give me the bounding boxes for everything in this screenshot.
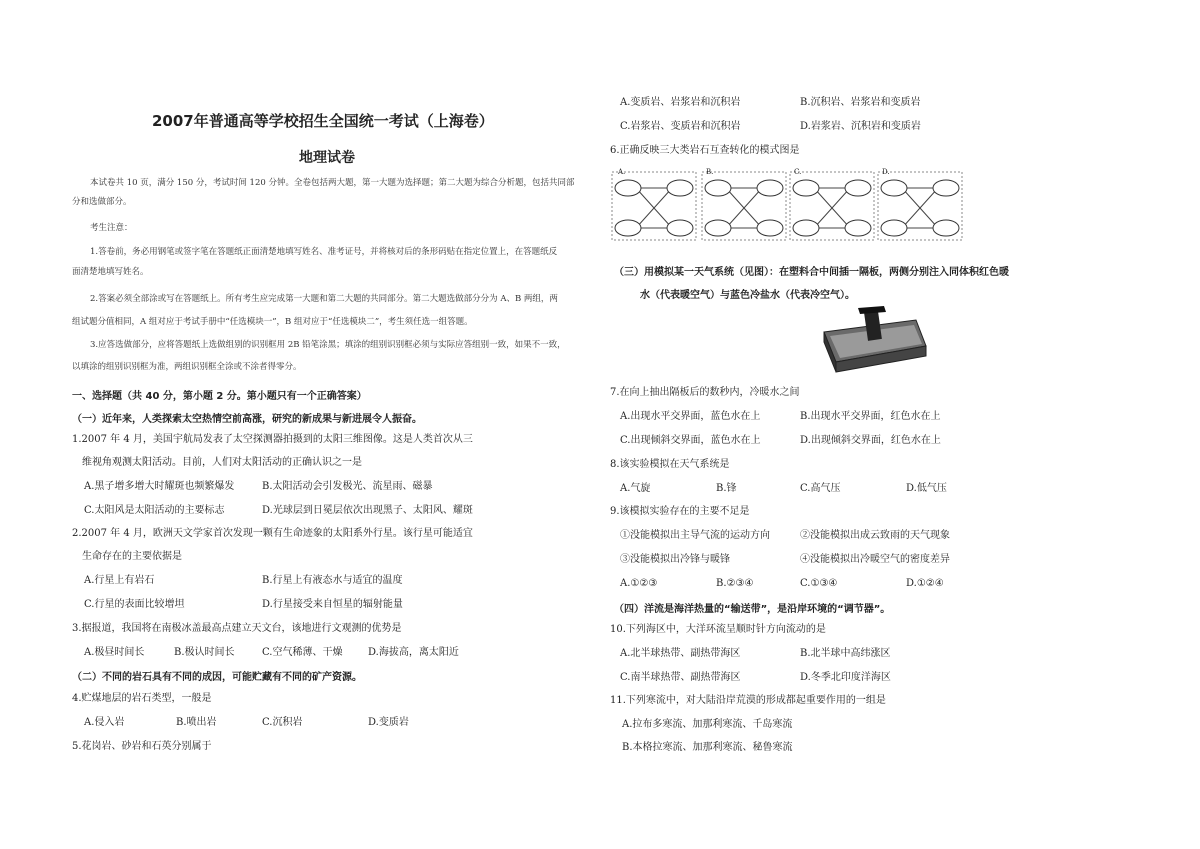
answer-option: B.行星上有液态水与适宜的温度 xyxy=(262,575,403,586)
answer-option: D.海拔高，离太阳近 xyxy=(368,647,459,658)
answer-option: D.冬季北印度洋海区 xyxy=(800,672,891,683)
answer-option: B.北半球中高纬涨区 xyxy=(800,648,891,659)
answer-option: C.高气压 xyxy=(800,483,841,494)
answer-option: C.①③④ xyxy=(800,578,838,589)
question-text: 9.该模拟实验存在的主要不足是 xyxy=(610,506,750,517)
answer-option: A.极昼时间长 xyxy=(84,647,145,658)
answer-option: A.北半球热带、副热带海区 xyxy=(620,648,741,659)
diagram-label-d: D. xyxy=(882,168,890,176)
answer-option: B.极认时间长 xyxy=(174,647,235,658)
answer-option: A.黑子增多增大时耀斑也频繁爆发 xyxy=(84,481,235,492)
answer-option: D.变质岩 xyxy=(368,717,409,728)
question-text: 维视角观测太阳活动。目前，人们对太阳活动的正确认识之一是 xyxy=(82,457,362,468)
answer-option: C.空气稀薄、干燥 xyxy=(262,647,343,658)
answer-option: B.沉积岩、岩浆岩和变质岩 xyxy=(800,97,921,108)
question-text: 生命存在的主要依据是 xyxy=(82,551,182,562)
group-heading: （三）用模拟某一天气系统（见图）：在塑料合中间插一隔板，两侧分别注入同体积红色暖 xyxy=(614,267,1009,278)
experiment-box-image xyxy=(818,306,930,378)
answer-option: A.拉布多寒流、加那利寒流、千岛寒流 xyxy=(622,719,793,730)
group-heading: （二）不同的岩石具有不同的成因，可能贮藏有不同的矿产资源。 xyxy=(72,672,362,683)
answer-option: C.出现倾斜交界面，蓝色水在上 xyxy=(620,435,761,446)
question-text: 5.花岗岩、砂岩和石英分别属于 xyxy=(72,741,212,752)
answer-option: D.①②④ xyxy=(906,578,944,589)
answer-option: C.岩浆岩、变质岩和沉积岩 xyxy=(620,121,741,132)
answer-option: C.沉积岩 xyxy=(262,717,303,728)
page-title: 2007年普通高等学校招生全国统一考试（上海卷） xyxy=(152,112,494,130)
diagram-label-c: C. xyxy=(794,168,802,176)
question-text: 10.下列海区中，大洋环流呈顺时针方向流动的是 xyxy=(610,624,826,635)
page-subtitle: 地理试卷 xyxy=(299,150,355,166)
intro-line: 本试卷共 10 页，满分 150 分，考试时间 120 分钟。全卷包括两大题，第一大题为选择题；第二大题为综合分析题，包括共同部 xyxy=(90,178,575,188)
answer-option: D.行星接受来自恒星的辐射能量 xyxy=(262,599,403,610)
question-text: 4.贮煤地层的岩石类型，一般是 xyxy=(72,693,212,704)
answer-option: A.出现水平交界面，蓝色水在上 xyxy=(620,411,761,422)
answer-option: A.行星上有岩石 xyxy=(84,575,155,586)
question-text: 2.2007 年 4 月，欧洲天文学家首次发现一颗有生命迹象的太阳系外行星。该行星可能适宜 xyxy=(72,528,473,539)
rock-cycle-svg xyxy=(610,168,964,244)
answer-option: B.出现水平交界面，红色水在上 xyxy=(800,411,941,422)
question-text: 11.下列寒流中，对大陆沿岸荒漠的形成都起重要作用的一组是 xyxy=(610,695,886,706)
answer-option: B.锋 xyxy=(716,483,737,494)
answer-option: B.太阳活动会引发极光、流星雨、磁暴 xyxy=(262,481,433,492)
notice-heading: 考生注意： xyxy=(90,223,133,233)
question-text: 7.在向上抽出隔板后的数秒内，冷暖水之间 xyxy=(610,387,800,398)
answer-option: D.光球层到日冕层依次出现黑子、太阳风、耀斑 xyxy=(262,505,473,516)
answer-option: B.②③④ xyxy=(716,578,754,589)
diagram-label-b: B. xyxy=(706,168,714,176)
group-heading: 水（代表暖空气）与蓝色冷盐水（代表冷空气）。 xyxy=(640,290,855,301)
answer-option: D.出现倾斜交界面，红色水在上 xyxy=(800,435,941,446)
notice-item: 面清楚地填写姓名。 xyxy=(72,267,149,277)
notice-item: 组试题分值相同，A 组对应于考试手册中“任选模块一”，B 组对应于“任选模块二”，考生须任选一组答题。 xyxy=(72,317,473,327)
diagram-label-a: A. xyxy=(618,168,626,176)
notice-item: 1.答卷前，务必用钢笔或签字笔在答题纸正面清楚地填写姓名、准考证号，并将核对后的条形码贴在指定位置上，在答题纸反 xyxy=(90,247,558,257)
statement-option: ①没能模拟出主导气流的运动方向 xyxy=(620,530,770,541)
section-heading: 一、选择题（共 40 分，第小题 2 分。第小题只有一个正确答案） xyxy=(72,391,367,402)
answer-option: C.南半球热带、副热带海区 xyxy=(620,672,741,683)
rock-cycle-diagrams xyxy=(610,168,964,244)
answer-option: D.低气压 xyxy=(906,483,947,494)
group-heading: （一）近年来，人类探索太空热情空前高涨，研究的新成果与新进展令人振奋。 xyxy=(72,414,422,425)
answer-option: A.气旋 xyxy=(620,483,651,494)
question-text: 8.该实验模拟在天气系统是 xyxy=(610,459,730,470)
notice-item: 2.答案必须全部涂或写在答题纸上。所有考生应完成第一大题和第二大题的共同部分。第二大题选做部分分为 A、B 两组，两 xyxy=(90,294,558,304)
answer-option: A.侵入岩 xyxy=(84,717,125,728)
intro-line: 分和选做部分。 xyxy=(72,197,132,207)
answer-option: D.岩浆岩、沉积岩和变质岩 xyxy=(800,121,921,132)
answer-option: C.行星的表面比较增坦 xyxy=(84,599,185,610)
answer-option: A.①②③ xyxy=(620,578,658,589)
statement-option: ④没能模拟出冷暖空气的密度差异 xyxy=(800,554,950,565)
answer-option: B.本格拉寒流、加那利寒流、秘鲁寒流 xyxy=(622,742,793,753)
group-heading: （四）洋流是海洋热量的“输送带”，是沿岸环境的“调节器”。 xyxy=(614,604,891,615)
statement-option: ③没能模拟出冷锋与暖锋 xyxy=(620,554,730,565)
question-text: 3.据报道，我国将在南极冰盖最高点建立天文台，该地进行文观测的优势是 xyxy=(72,623,402,634)
notice-item: 3.应答选做部分，应将答题纸上选做组别的识别框用 2B 铅笔涂黑；填涂的组别识别框必须与实际应答组别一致，如果不一致， xyxy=(90,340,566,350)
answer-option: B.喷出岩 xyxy=(176,717,217,728)
question-text: 6.正确反映三大类岩石互查转化的模式图是 xyxy=(610,145,800,156)
question-text: 1.2007 年 4 月，美国宇航局发表了太空探测器拍摄到的太阳三维图像。这是人类首次从三 xyxy=(72,434,473,445)
notice-item: 以填涂的组别识别框为准，两组识别框全涂或不涂者得零分。 xyxy=(72,362,302,372)
answer-option: C.太阳风是太阳活动的主要标志 xyxy=(84,505,225,516)
statement-option: ②没能模拟出成云致雨的天气现象 xyxy=(800,530,950,541)
answer-option: A.变质岩、岩浆岩和沉积岩 xyxy=(620,97,741,108)
